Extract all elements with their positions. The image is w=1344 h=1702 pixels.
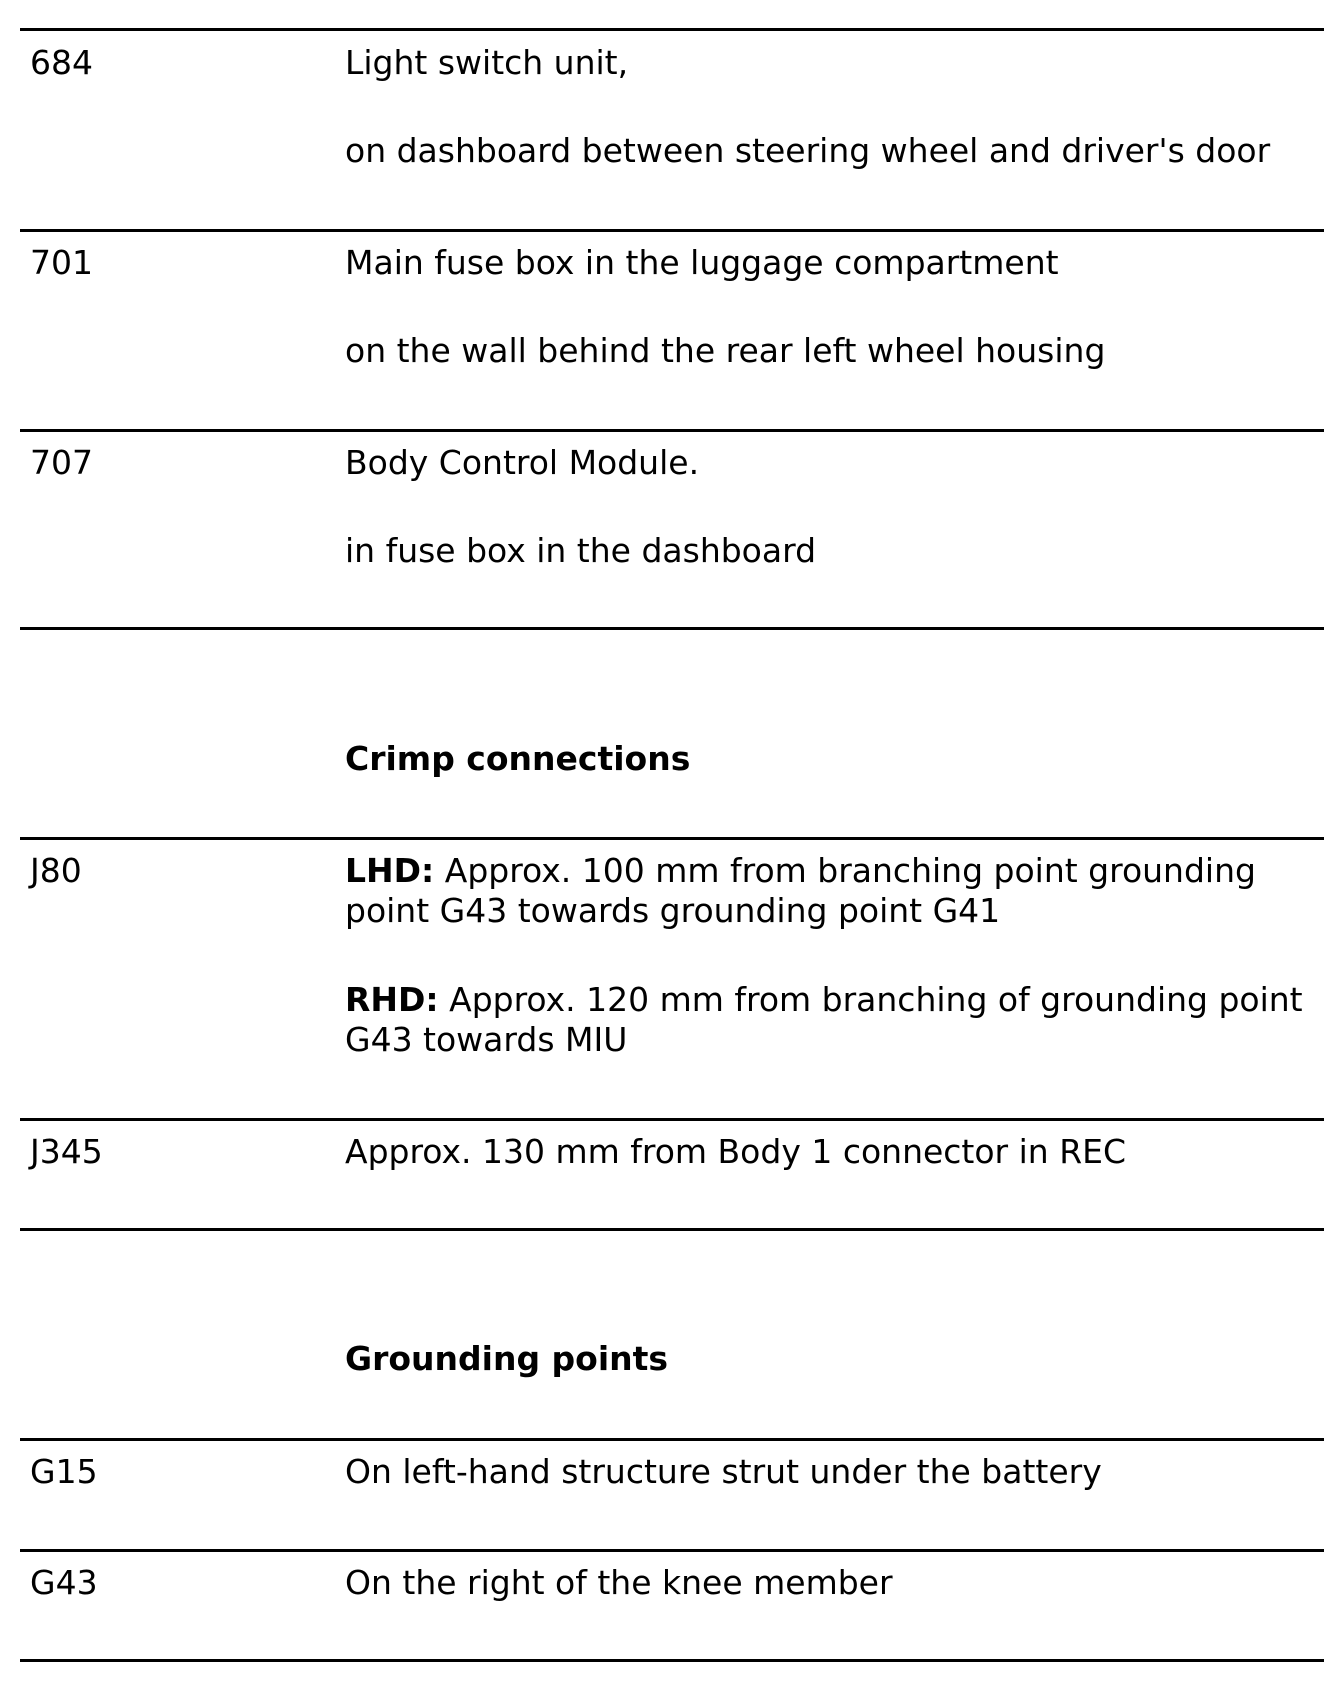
lhd-text: Approx. 100 mm from branching point grounding point G43 towards grounding point G41 xyxy=(345,851,1256,930)
component-code: 684 xyxy=(30,43,93,82)
table-rule xyxy=(20,1438,1324,1441)
component-code: 701 xyxy=(30,243,93,282)
component-location: on dashboard between steering wheel and driver's door xyxy=(345,131,1271,170)
grounding-code: G43 xyxy=(30,1563,98,1602)
rhd-label: RHD: xyxy=(345,980,439,1019)
component-description: Light switch unit, xyxy=(345,43,629,82)
grounding-description: On the right of the knee member xyxy=(345,1563,893,1602)
table-rule xyxy=(20,1549,1324,1552)
component-code: 707 xyxy=(30,443,93,482)
component-description: Body Control Module. xyxy=(345,443,700,482)
table-rule xyxy=(20,229,1324,232)
crimp-lhd-description xyxy=(345,851,1305,931)
grounding-code: G15 xyxy=(30,1452,98,1491)
section-heading-crimp: Crimp connections xyxy=(345,739,691,778)
section-rule xyxy=(20,1228,1324,1231)
component-location: on the wall behind the rear left wheel housing xyxy=(345,331,1106,370)
table-rule xyxy=(20,1118,1324,1121)
section-rule xyxy=(20,1659,1324,1662)
component-description: Main fuse box in the luggage compartment xyxy=(345,243,1059,282)
section-heading-grounding: Grounding points xyxy=(345,1339,669,1378)
table-rule xyxy=(20,28,1324,31)
crimp-description: Approx. 130 mm from Body 1 connector in REC xyxy=(345,1132,1127,1171)
crimp-rhd-description xyxy=(345,980,1305,1060)
table-rule xyxy=(20,429,1324,432)
section-rule xyxy=(20,627,1324,630)
grounding-description: On left-hand structure strut under the battery xyxy=(345,1452,1102,1491)
crimp-code: J80 xyxy=(30,851,82,890)
table-rule xyxy=(20,837,1324,840)
crimp-code: J345 xyxy=(30,1132,103,1171)
component-location: in fuse box in the dashboard xyxy=(345,531,817,570)
rhd-text: Approx. 120 mm from branching of grounding point G43 towards MIU xyxy=(345,980,1303,1059)
lhd-label: LHD: xyxy=(345,851,435,890)
